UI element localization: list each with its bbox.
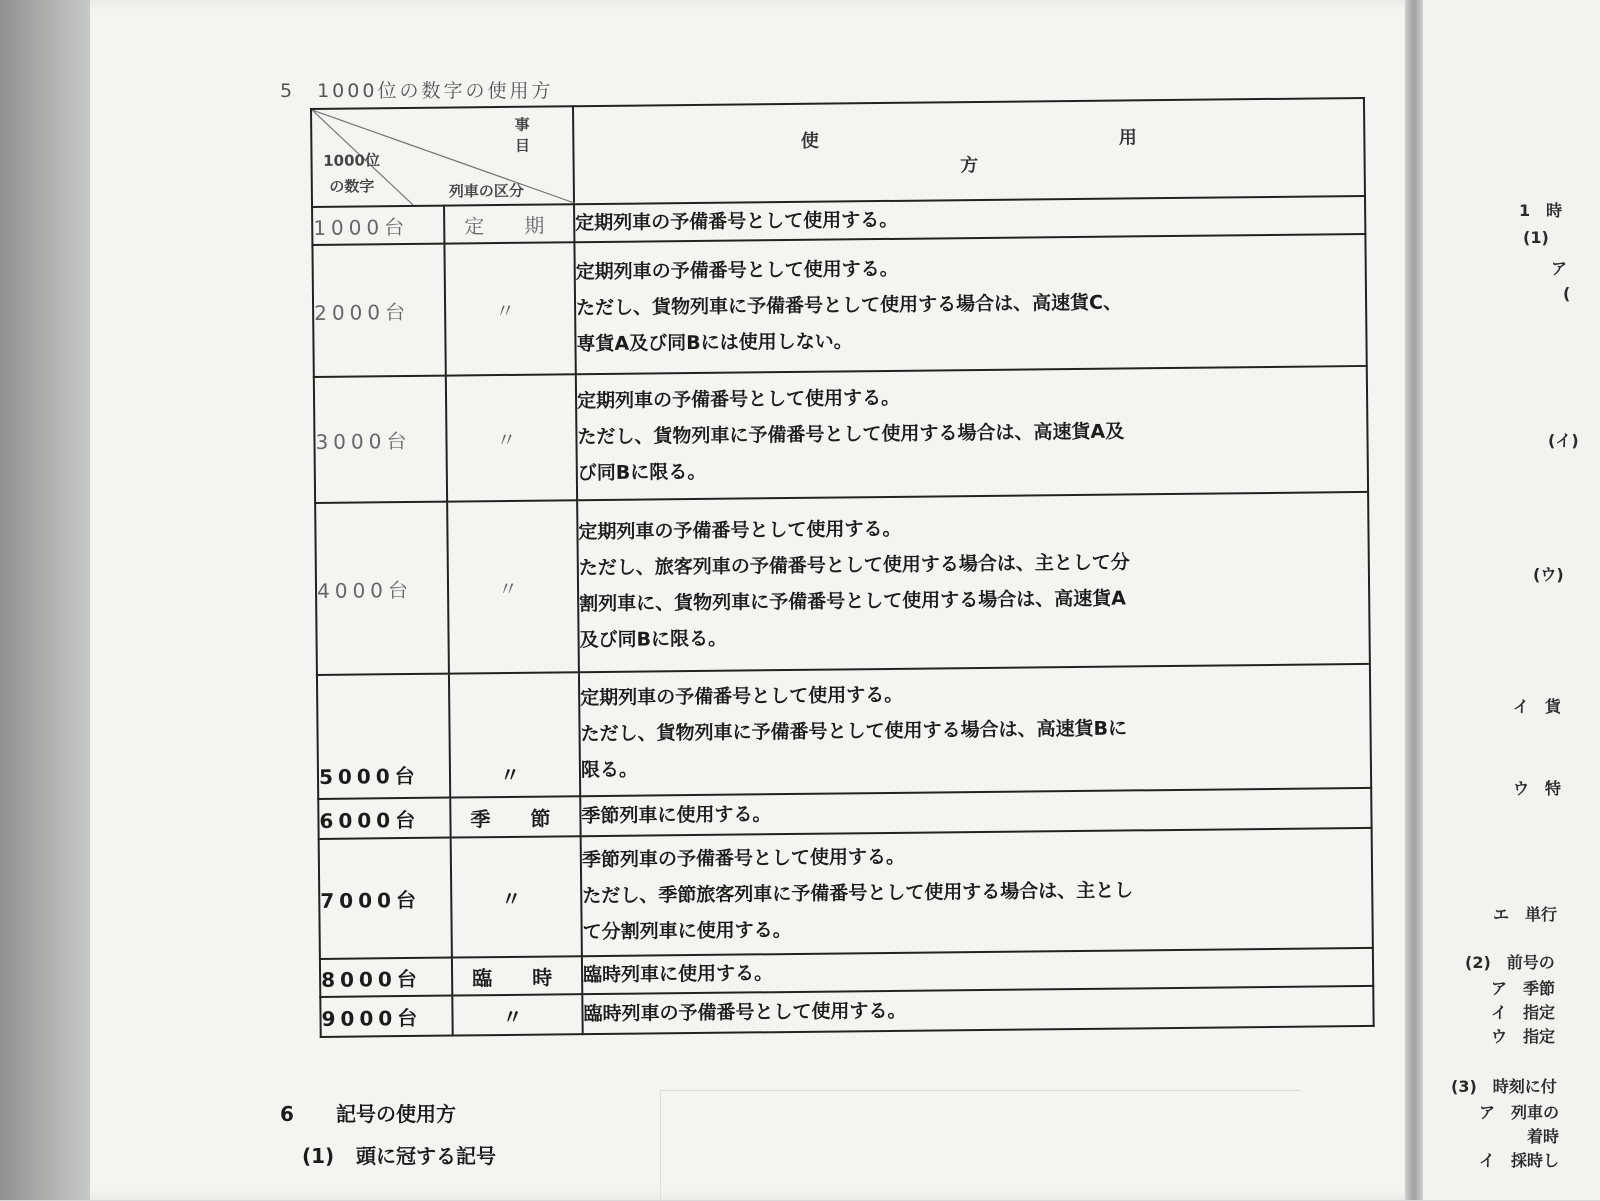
right-page-text: ウ 指定 [1491,1027,1556,1046]
usage-description-cell [576,366,1368,500]
header-item-label: 事 目 [514,115,577,155]
right-page-text: ア 列車の [1479,1103,1560,1122]
table-row [315,492,1370,675]
right-page-text: 着時 [1527,1127,1560,1146]
document-page-right [1423,0,1600,1200]
table-row [312,234,1366,377]
usage-line: ただし、季節旅客列車に予備番号として使用する場合は、主とし [582,879,1134,908]
usage-line: 臨時列車の予備番号として使用する。 [583,999,907,1026]
header-usage-char: 用 [1118,127,1137,149]
usage-line: 専貨A及び同Bには使用しない。 [576,330,853,356]
usage-line: て分割列車に使用する。 [582,919,792,944]
right-page-text: ア [1551,259,1568,278]
train-number-usage-table [310,97,1375,1038]
header-category-label: 列車の区分 [448,181,524,201]
train-category-cell: 臨 時 [452,956,582,995]
usage-description-cell [577,492,1370,672]
page-gutter [1405,0,1423,1200]
usage-line: 及び同Bに限る。 [579,627,728,652]
right-page-text: (イ) [1548,431,1579,450]
usage-line: ただし、貨物列車に予備番号として使用する場合は、高速貨A及 [577,420,1125,449]
usage-line: 臨時列車に使用する。 [582,962,774,987]
right-page-text: (ウ) [1533,565,1564,584]
section-6-1-title: 頭に冠する記号 [356,1144,496,1168]
usage-line: 限る。 [580,758,639,782]
table-row [314,366,1368,503]
section-6-number: 6 [280,1102,294,1126]
usage-description-cell [581,828,1373,956]
section-6-1-heading [302,1140,496,1169]
train-category-cell: 〃 [446,374,577,501]
digit-range-cell: 3000台 [314,376,447,503]
usage-line: 季節列車の予備番号として使用する。 [581,845,906,872]
usage-line: 定期列車の予備番号として使用する。 [578,517,902,544]
diagonal-header-cell [311,106,577,207]
section-6-1-number: (1) [302,1144,335,1168]
digit-range-cell: 5000台 [317,674,450,799]
usage-line: 割列車に、貨物列車に予備番号として使用する場合は、高速貨A [579,587,1127,616]
table-header-row [311,98,1365,207]
usage-line: 定期列車の予備番号として使用する。 [575,208,899,235]
usage-line: 季節列車に使用する。 [581,803,772,828]
digit-range-cell: 8000台 [320,958,452,997]
usage-description-cell [579,664,1371,796]
train-category-cell: 〃 [449,672,580,797]
header-usage-cell [573,98,1365,204]
right-page-text: (2) 前号の [1465,953,1555,972]
usage-line: ただし、旅客列車の予備番号として使用する場合は、主として分 [578,551,1130,580]
usage-description-cell [582,986,1373,1034]
usage-line: び同Bに限る。 [577,460,707,485]
right-page-text: イ 貨 [1513,697,1562,716]
section-6-heading [280,1098,456,1127]
digit-range-cell: 9000台 [320,996,452,1037]
table-row [319,828,1373,959]
faint-bleedthrough-table [660,1090,1301,1201]
usage-line: 定期列車の予備番号として使用する。 [580,683,904,710]
train-category-cell: 〃 [452,994,582,1035]
right-page-text: ア 季節 [1491,979,1556,998]
usage-description-cell [574,234,1366,374]
right-page-text: ウ 特 [1513,779,1562,798]
usage-line: ただし、貨物列車に予備番号として使用する場合は、高速貨C、 [575,291,1123,320]
section-6-title: 記号の使用方 [336,1102,456,1126]
digit-range-cell: 4000台 [315,502,449,675]
right-page-text: (3) 時刻に付 [1451,1077,1557,1096]
train-category-cell: 〃 [451,836,582,957]
section-5-title: 5 1000位の数字の使用方 [280,80,554,102]
header-usage-char: 使 [800,130,819,152]
train-category-cell: 季 節 [450,796,580,837]
train-category-cell: 〃 [447,500,579,673]
digit-range-cell: 1000台 [312,206,444,245]
right-page-text: (1) [1523,228,1549,247]
usage-line: 定期列車の予備番号として使用する。 [575,257,899,284]
right-page-text: イ 指定 [1491,1003,1556,1022]
right-page-text: エ 単行 [1493,905,1558,924]
right-page-text: イ 採時し [1479,1151,1560,1170]
train-category-cell: 定 期 [444,204,574,243]
digit-range-cell: 7000台 [319,838,452,959]
digit-range-cell: 2000台 [312,244,445,377]
header-usage-char: 方 [960,155,979,177]
digit-range-cell: 6000台 [318,798,450,839]
header-digit-label: 1000位の数字 [323,151,381,196]
usage-line: 定期列車の予備番号として使用する。 [576,386,901,413]
right-page-text: 1 時 [1519,201,1563,220]
usage-line: ただし、貨物列車に予備番号として使用する場合は、高速貨Bに [580,717,1128,746]
table-row [317,664,1371,799]
train-category-cell: 〃 [444,242,575,375]
right-page-text: ( [1563,284,1571,303]
